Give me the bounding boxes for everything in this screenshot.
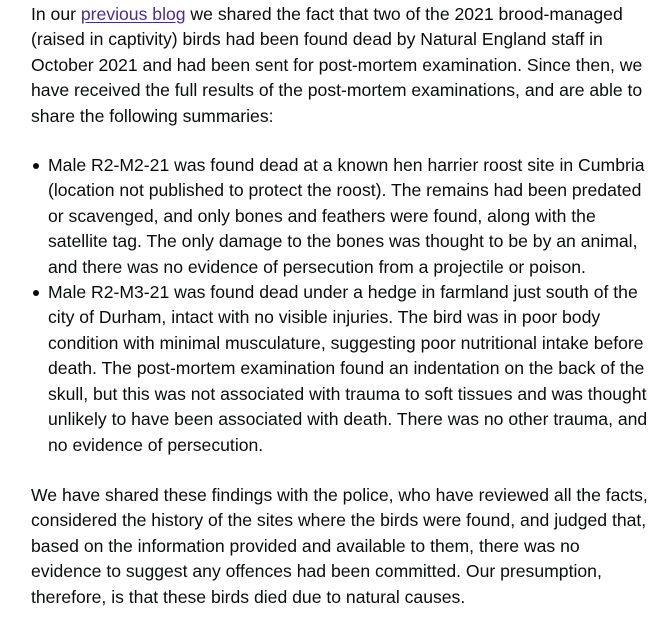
finding-item-r2-m2-21: Male R2-M2-21 was found dead at a known hen harrier roost site in Cumbria (location not published to protect the roost). The remains had been predated or scavenged, and only bones and feathers were found, along with the satellite tag. The only damage to the bones was thought to be by an animal, and there was no evidence of persecution from a projectile or poison. <box>31 153 651 280</box>
intro-text-after-link: we shared the fact that two of the 2021 brood-managed (raised in captivity) birds had been found dead by Natural England staff in October 2021 and had been sent for post-mortem examination. Since then, we have received the full results of the post-mortem examinations, and are able to share the following summaries: <box>31 4 643 126</box>
previous-blog-link[interactable]: previous blog <box>80 4 186 24</box>
intro-paragraph <box>31 0 651 129</box>
findings-list <box>31 153 651 458</box>
conclusion-paragraph: We have shared these findings with the police, who have reviewed all the facts, considered the history of the sites where the birds were found, and judged that, based on the information provided and available to them, there was no evidence to suggest any offences had been committed. Our presumption, therefore, is that these birds died due to natural causes. <box>31 484 648 607</box>
finding-item-r2-m3-21: Male R2-M3-21 was found dead under a hedge in farmland just south of the city of Durham, intact with no visible injuries. The bird was in poor body condition with minimal musculature, suggesting poor nutritional intake before death. The post-mortem examination found an indentation on the back of the skull, but this was not associated with trauma to soft tissues and was thought unlikely to have been associated with death. There was no other trauma, and no evidence of persecution. <box>31 280 651 458</box>
intro-text-before-link: In our <box>31 4 81 24</box>
